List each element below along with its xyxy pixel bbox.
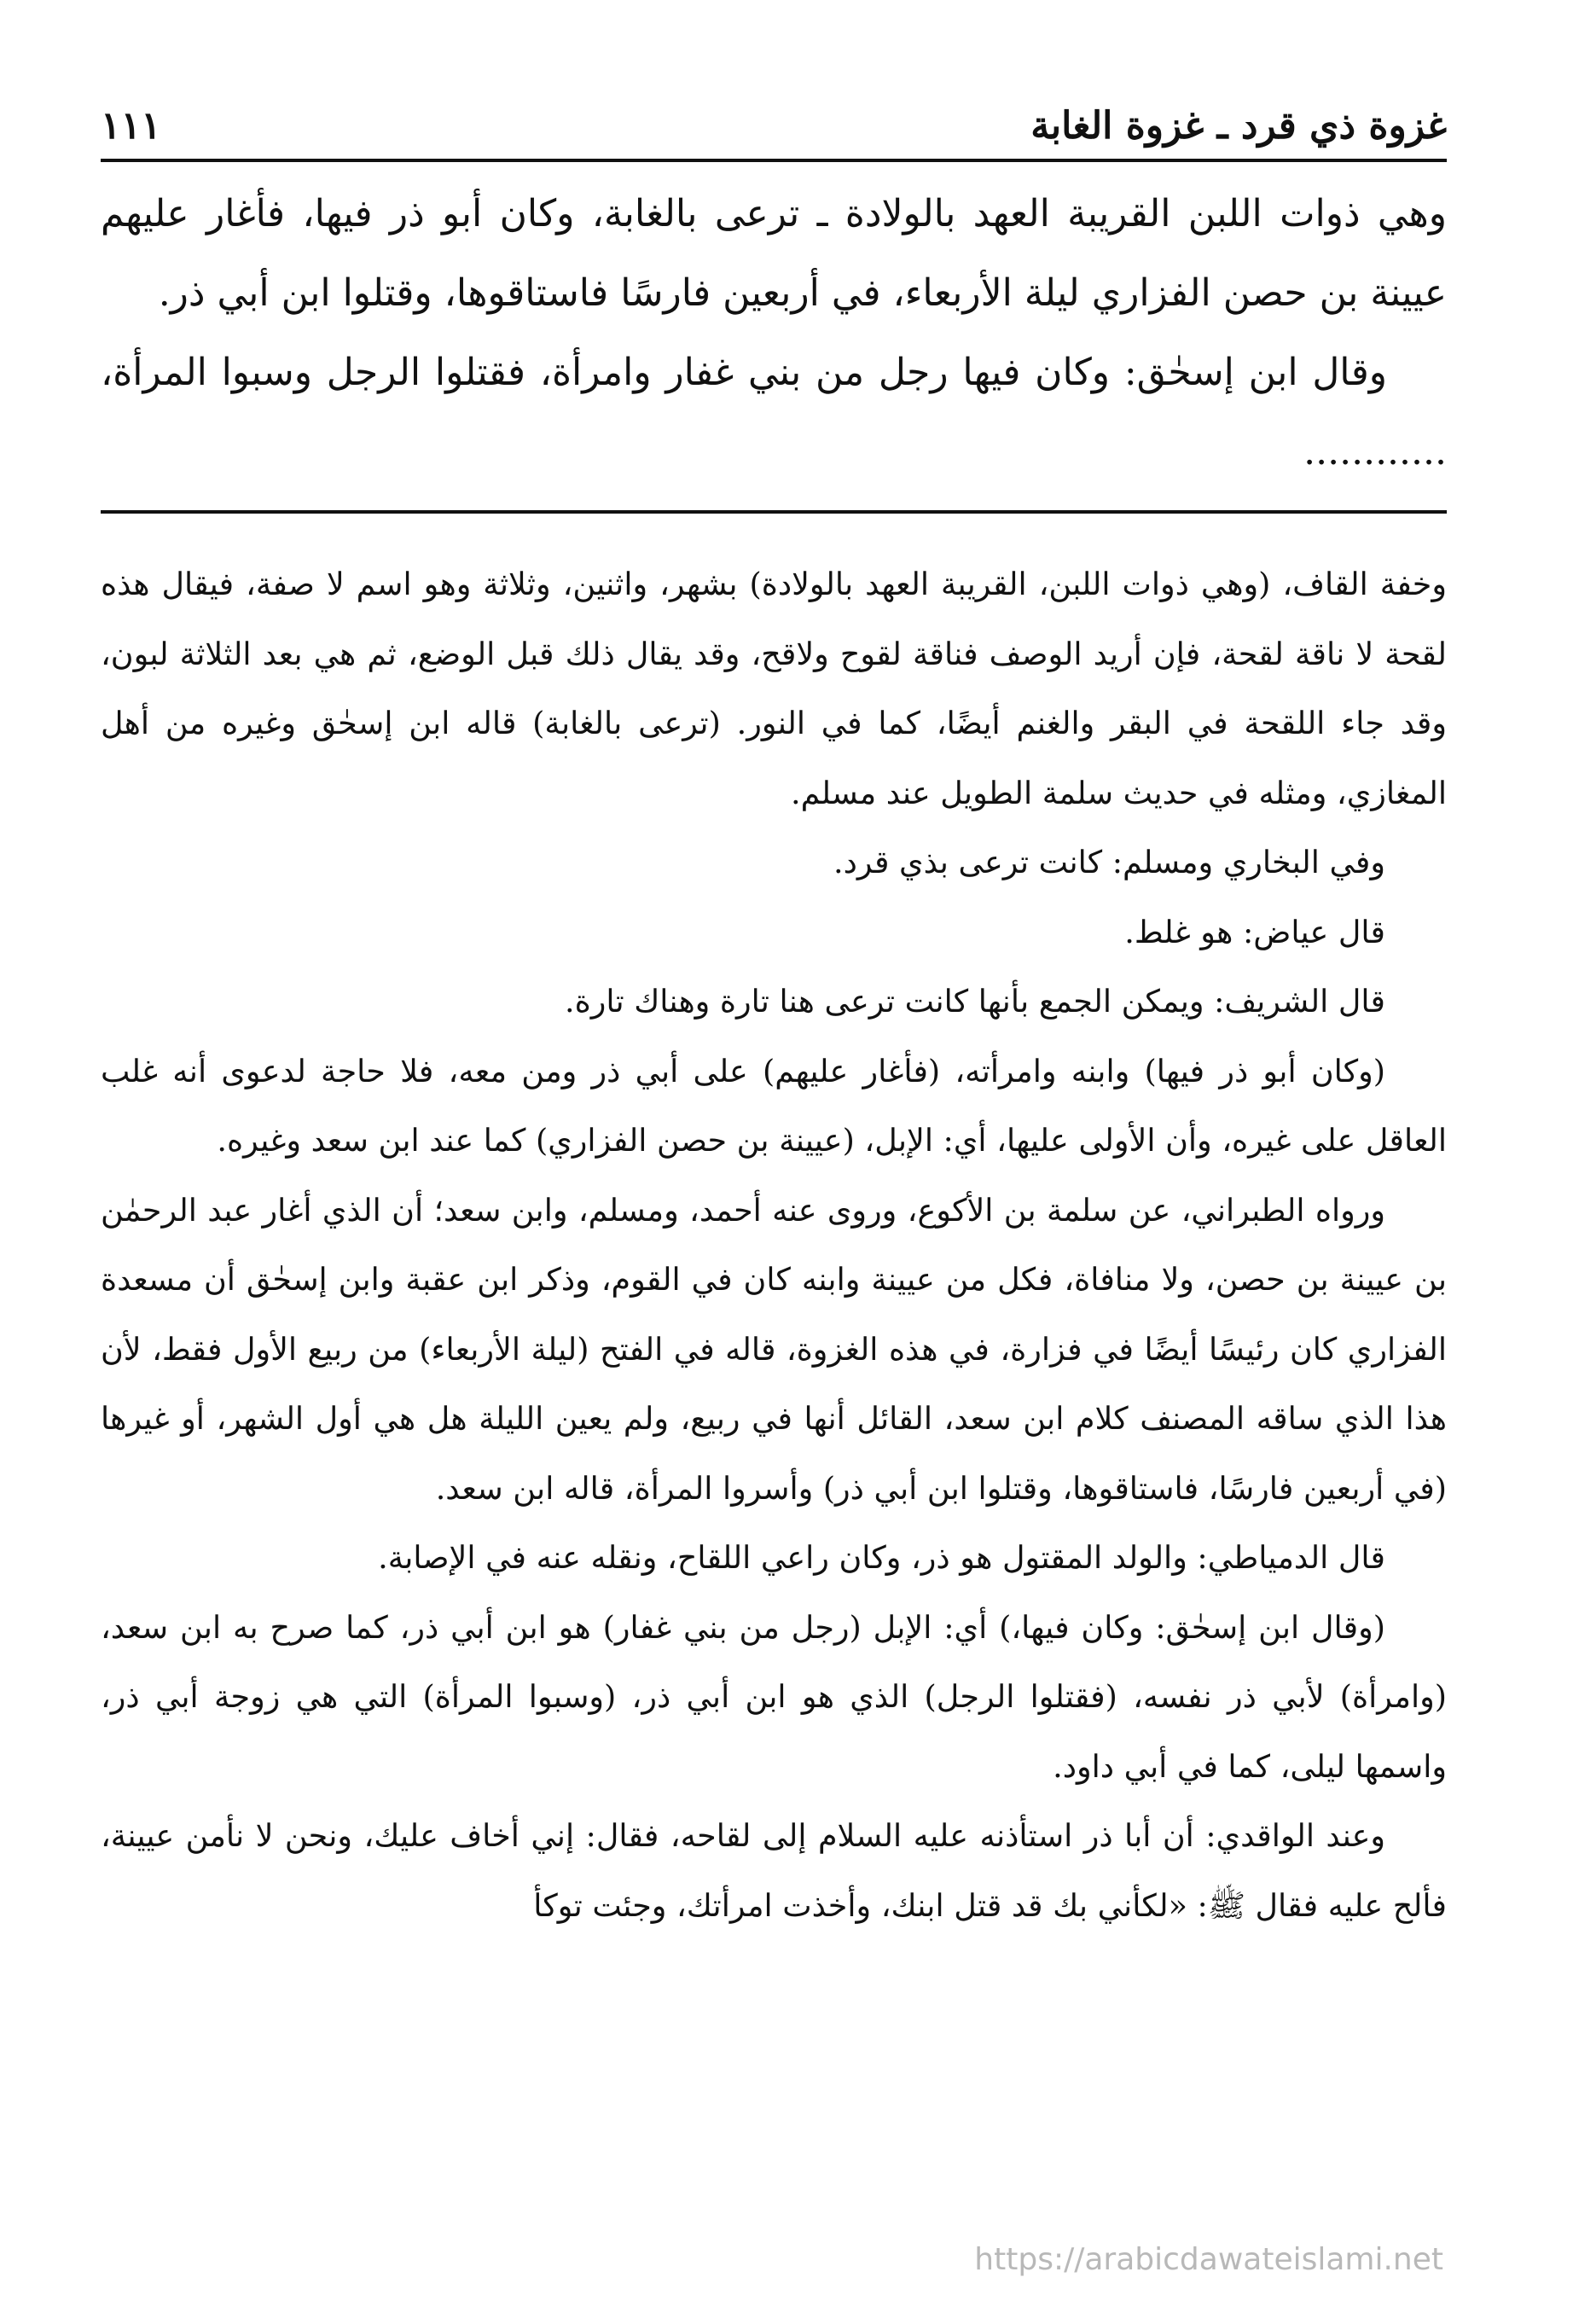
- commentary-paragraph: وخفة القاف، (وهي ذوات اللبن، القريبة العهد بالولادة) بشهر، واثنين، وثلاثة وهو اسم لا صفة، فيقال هذه لقحة لا ناقة لقحة، فإن أريد الوصف فناقة لقوح ولاقح، وقد يقال ذلك قبل الوضع، ثم هي بعد الثلاثة لبون، وقد جاء اللقحة في البقر والغنم أيضًا، كما في النور. (ترعى بالغابة) قاله ابن إسحٰق وغيره من أهل المغازي، ومثله في حديث سلمة الطويل عند مسلم.: [101, 566, 1447, 811]
- running-header: [101, 68, 1447, 148]
- chapter-title: غزوة ذي قرد ـ غزوة الغابة: [1030, 104, 1447, 148]
- commentary-paragraph: (وقال ابن إسحٰق: وكان فيها،) أي: الإبل (رجل من بني غفار) هو ابن أبي ذر، كما صرح به ابن سعد، (وامرأة) لأبي ذر نفسه، (فقتلوا الرجل) الذي هو ابن أبي ذر، (وسبوا المرأة) التي هي زوجة أبي ذر، واسمها ليلى، كما في أبي داود.: [101, 1608, 1447, 1785]
- main-text: [101, 174, 1447, 491]
- commentary-paragraph: قال الشريف: ويمكن الجمع بأنها كانت ترعى هنا تارة وهناك تارة.: [564, 983, 1385, 1020]
- commentary-paragraph: قال الدمياطي: والولد المقتول هو ذر، وكان راعي اللقاح، ونقله عنه في الإصابة.: [378, 1539, 1385, 1576]
- book-page: [101, 68, 1447, 1940]
- commentary-paragraph: قال عياض: هو غلط.: [1124, 913, 1385, 950]
- commentary-text: [101, 549, 1447, 1940]
- commentary-paragraph: (وكان أبو ذر فيها) وابنه وامرأته، (فأغار عليهم) على أبي ذر ومن معه، فلا حاجة لدعوى أنه غلب العاقل على غيره، وأن الأولى عليها، أي: الإبل، (عيينة بن حصن الفزاري) كما عند ابن سعد وغيره.: [101, 1052, 1447, 1159]
- header-rule: [101, 159, 1447, 162]
- commentary-paragraph: وفي البخاري ومسلم: كانت ترعى بذي قرد.: [833, 844, 1385, 880]
- source-url[interactable]: https://arabicdawateislami.net: [974, 2242, 1443, 2277]
- main-paragraph: وهي ذوات اللبن القريبة العهد بالولادة ـ ترعى بالغابة، وكان أبو ذر فيها، فأغار عليهم عيينة بن حصن الفزاري ليلة الأربعاء، في أربعين فارسًا فاستاقوها، وقتلوا ابن أبي ذر.: [101, 192, 1447, 315]
- section-divider: [101, 510, 1447, 514]
- commentary-paragraph: ورواه الطبراني، عن سلمة بن الأكوع، وروى عنه أحمد، ومسلم، وابن سعد؛ أن الذي أغار عبد الرحمٰن بن عيينة بن حصن، ولا منافاة، فكل من عيينة وابنه كان في القوم، وذكر ابن عقبة وابن إسحٰق أن مسعدة الفزاري كان رئيسًا أيضًا في فزارة، في هذه الغزوة، قاله في الفتح (ليلة الأربعاء) من ربيع الأول فقط، لأن هذا الذي ساقه المصنف كلام ابن سعد، القائل أنها في ربيع، ولم يعين الليلة هل هي أول الشهر، أو غيرها (في أربعين فارسًا، فاستاقوها، وقتلوا ابن أبي ذر) وأسروا المرأة، قاله ابن سعد.: [101, 1191, 1447, 1507]
- commentary-paragraph: وعند الواقدي: أن أبا ذر استأذنه عليه السلام إلى لقاحه، فقال: إني أخاف عليك، ونحن لا نأمن عيينة، فألح عليه فقال ﷺ: «لكأني بك قد قتل ابنك، وأخذت امرأتك، وجئت توكأ: [101, 1817, 1447, 1924]
- main-paragraph: وقال ابن إسحٰق: وكان فيها رجل من بني غفار وامرأة، فقتلوا الرجل وسبوا المرأة، ............: [101, 351, 1447, 474]
- page-number: ١١١: [101, 104, 161, 148]
